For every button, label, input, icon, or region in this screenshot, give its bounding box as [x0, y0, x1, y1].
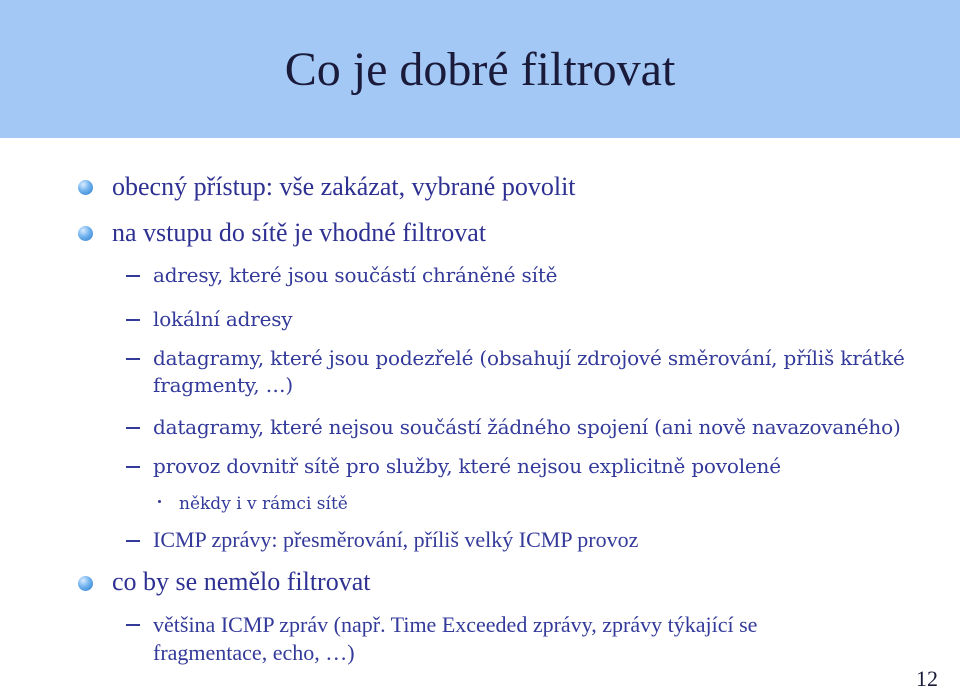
bullet-icon: [78, 576, 93, 591]
bullet-dot-icon: [158, 500, 161, 503]
dash-icon: [126, 624, 140, 626]
dash-icon: [126, 319, 140, 321]
list-item: někdy i v rámci sítě: [179, 494, 348, 514]
list-item: adresy, které jsou součástí chráněné sítě: [153, 263, 558, 287]
dash-icon: [126, 466, 140, 468]
list-item: provoz dovnitř sítě pro služby, které nejsou explicitně povolené: [153, 454, 781, 478]
list-item: obecný přístup: vše zakázat, vybrané povolit: [112, 172, 576, 201]
list-item: datagramy, které jsou podezřelé (obsahují zdrojové směrování, příliš krátké: [153, 346, 905, 370]
list-item: co by se nemělo filtrovat: [112, 567, 371, 596]
bullet-icon: [78, 226, 93, 241]
list-item-continuation: fragmentace, echo, …): [153, 640, 355, 665]
list-item: na vstupu do sítě je vhodné filtrovat: [112, 218, 487, 247]
list-item: většina ICMP zpráv (např. Time Exceeded zprávy, zprávy týkající se: [153, 612, 758, 637]
dash-icon: [126, 358, 140, 360]
bullet-icon: [78, 180, 93, 195]
list-item: ICMP zprávy: přesměrování, příliš velký ICMP provoz: [153, 527, 639, 552]
dash-icon: [126, 427, 140, 429]
page-number: 12: [916, 666, 938, 691]
dash-icon: [126, 540, 140, 542]
list-item-continuation: fragmenty, …): [153, 373, 293, 397]
list-item: lokální adresy: [153, 307, 293, 331]
slide-title: Co je dobré filtrovat: [284, 43, 676, 96]
list-item: datagramy, které nejsou součástí žádného spojení (ani nově navazovaného): [153, 415, 901, 439]
dash-icon: [126, 275, 140, 277]
